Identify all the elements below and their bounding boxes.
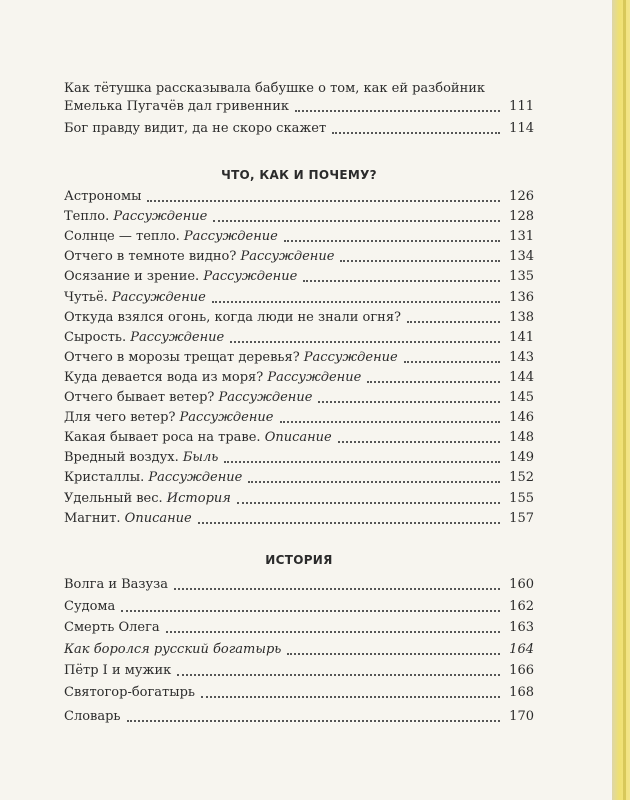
toc-page-number: 141 [509,329,534,345]
toc-entry [64,427,534,447]
toc-entry-title-text: Откуда взялся огонь, когда люди не знали огня? [64,309,402,325]
toc-entry-title-text: Волга и Вазуза [64,577,169,592]
toc-entry-title-text: Для чего ветер? [64,410,180,426]
toc-entry-title [64,208,207,226]
toc-entry-title [64,389,312,407]
toc-entry-genre: Рассуждение [130,329,225,345]
dot-leader [201,694,500,698]
toc-entry-title-text: Бог правду видит, да не скоро скажет [64,121,327,136]
toc-entry [64,508,534,528]
toc-entry-title [64,188,141,206]
toc-entry-title-text: Куда девается вода из моря? [64,369,268,385]
toc-entry-title [64,662,171,680]
toc-entry-title [64,449,218,467]
toc-page-number: 164 [509,641,534,657]
toc-entry-title [64,510,192,528]
toc-page-number: 128 [509,209,534,225]
toc-page-number: 114 [509,121,534,136]
toc-page-number: 168 [509,685,534,700]
toc-entry-genre: Рассуждение [267,369,362,385]
dot-leader [212,299,500,303]
page-edge-decoration [612,0,630,800]
dot-leader [338,439,500,443]
toc-entry [64,96,534,116]
toc-entry [64,467,534,487]
toc-entry-title [64,228,278,246]
toc-page-number: 131 [509,229,534,245]
toc-page-number: 111 [509,99,534,114]
toc-entry [64,682,534,702]
toc-entry-title [64,576,168,594]
toc-page-number: 135 [509,269,534,285]
toc-entry-genre: Рассуждение [148,470,243,486]
toc-entry [64,447,534,467]
toc-entry-title [64,429,332,447]
dot-leader [213,218,500,222]
toc-entry-title [64,684,195,702]
toc-page-number: 145 [509,390,534,405]
toc-entry [64,387,534,407]
dot-leader [407,319,500,323]
toc-entry [64,206,534,226]
dot-leader [177,672,500,676]
toc-entry-title-text: Вредный воздух. [64,450,183,466]
toc-entry-title-text: Магнит. [64,510,125,526]
dot-leader [287,651,500,655]
toc-entry-title [64,708,121,726]
dot-leader [295,108,500,112]
toc-entry-title [64,349,398,367]
toc-entry-title-text: Смерть Олега [64,620,160,636]
toc-entry [64,574,534,594]
toc-page-number: 146 [509,410,534,426]
toc-entry [64,660,534,680]
dot-leader [198,520,500,524]
toc-entry [64,639,534,659]
toc-page-number: 126 [509,189,534,204]
dot-leader [174,586,500,590]
toc-entry-title-text: Святогор-богатырь [64,685,195,700]
toc-entry-genre: Рассуждение [113,209,208,225]
toc-entry-title-text: Емелька Пугачёв дал гривенник [64,99,289,114]
toc-entry-title-text: Осязание и зрение. [64,269,204,285]
toc-entry-title [64,268,297,286]
toc-entry-title [64,248,334,266]
toc-page-number: 166 [509,663,534,679]
toc-entry-title-text: Сырость. [64,329,131,345]
toc-entry-title [64,369,361,387]
toc-entry-title-text: Пётр I и мужик [64,663,172,679]
toc-entry-title [64,490,231,508]
toc-page-number: 144 [509,369,534,385]
toc-entry [64,488,534,508]
dot-leader [121,608,500,612]
toc-page-number: 155 [509,490,534,506]
toc-entry-title-text: Астрономы [64,189,142,204]
dot-leader [224,459,500,463]
toc-page-number: 149 [509,450,534,466]
dot-leader [280,419,501,423]
toc-entry-genre: Рассуждение [240,249,335,265]
toc-entry-title-text: Отчего в морозы трещат деревья? [64,349,304,365]
toc-entry [64,327,534,347]
toc-entry-first-line: Как тётушка рассказывала бабушке о том, как ей разбойник [64,81,486,96]
toc-entry-title [64,409,274,427]
toc-entry [64,226,534,246]
toc-entry-genre: Описание [264,430,332,446]
dot-leader [230,339,500,343]
toc-entry-title-text: Судома [64,598,116,614]
toc-page-number: 160 [509,577,534,592]
dot-leader [367,379,500,383]
toc-entry-title-text: Удельный вес. [64,490,167,506]
toc-entry-genre: Рассуждение [111,289,206,305]
toc-entry-title-text: Тепло. [64,209,114,225]
toc-entry [64,118,534,138]
toc-page-number: 138 [509,309,534,325]
dot-leader [147,198,500,202]
section-heading-history: ИСТОРИЯ [265,553,333,567]
toc-entry-genre: Рассуждение [218,390,313,405]
toc-entry-title-text: Какая бывает роса на траве. [64,430,265,446]
toc-page-number: 148 [509,430,534,446]
dot-leader [127,718,500,722]
toc-entry-title [64,641,281,659]
toc-entry-title [64,120,326,138]
dot-leader [284,238,500,242]
toc-entry-title [64,329,224,347]
toc-entry [64,617,534,637]
toc-entry [64,266,534,286]
toc-entry-genre: Рассуждение [203,269,298,285]
toc-page-number: 157 [509,510,534,526]
toc-entry-title-text: Отчего бывает ветер? [64,390,219,405]
toc-entry-title-text: Как боролся русский богатырь [64,641,282,657]
toc-page-number: 143 [509,349,534,365]
dot-leader [340,258,500,262]
toc-entry-title [64,289,206,307]
toc-page-number: 136 [509,289,534,305]
toc-entry [64,596,534,616]
toc-entry-title-text: Кристаллы. [64,470,149,486]
toc-entry-title [64,598,115,616]
toc-entry-genre: Рассуждение [303,349,398,365]
dot-leader [332,130,500,134]
dot-leader [166,629,500,633]
toc-entry-title-text: Солнце — тепло. [64,229,184,245]
toc-entry [64,367,534,387]
dot-leader [318,399,500,403]
dot-leader [404,359,500,363]
toc-entry [64,347,534,367]
toc-entry-title-text: Словарь [64,709,121,724]
toc-page-number: 163 [509,620,534,636]
toc-page-number: 134 [509,249,534,265]
toc-entry-genre: История [166,490,231,506]
toc-entry-genre: Быль [182,450,219,466]
toc-entry-title-text: Отчего в темноте видно? [64,249,241,265]
toc-entry-title [64,619,160,637]
toc-entry-title [64,469,242,487]
toc-entry-title [64,98,289,116]
toc-page-number: 152 [509,470,534,486]
dot-leader [248,479,500,483]
dot-leader [237,500,500,504]
section-heading-what-how-why: ЧТО, КАК И ПОЧЕМУ? [221,168,377,182]
toc-entry [64,307,534,327]
toc-page-number: 162 [509,598,534,614]
dot-leader [303,278,500,282]
toc-entry-genre: Описание [124,510,192,526]
toc-entry-title-text: Чутьё. [64,289,112,305]
toc-page-number: 170 [509,709,534,724]
toc-entry [64,287,534,307]
toc-entry [64,407,534,427]
toc-entry-genre: Рассуждение [183,229,278,245]
toc-entry [64,246,534,266]
toc-entry [64,186,534,206]
toc-entry [64,706,534,726]
toc-entry-genre: Рассуждение [179,410,274,426]
toc-entry-title [64,309,401,327]
